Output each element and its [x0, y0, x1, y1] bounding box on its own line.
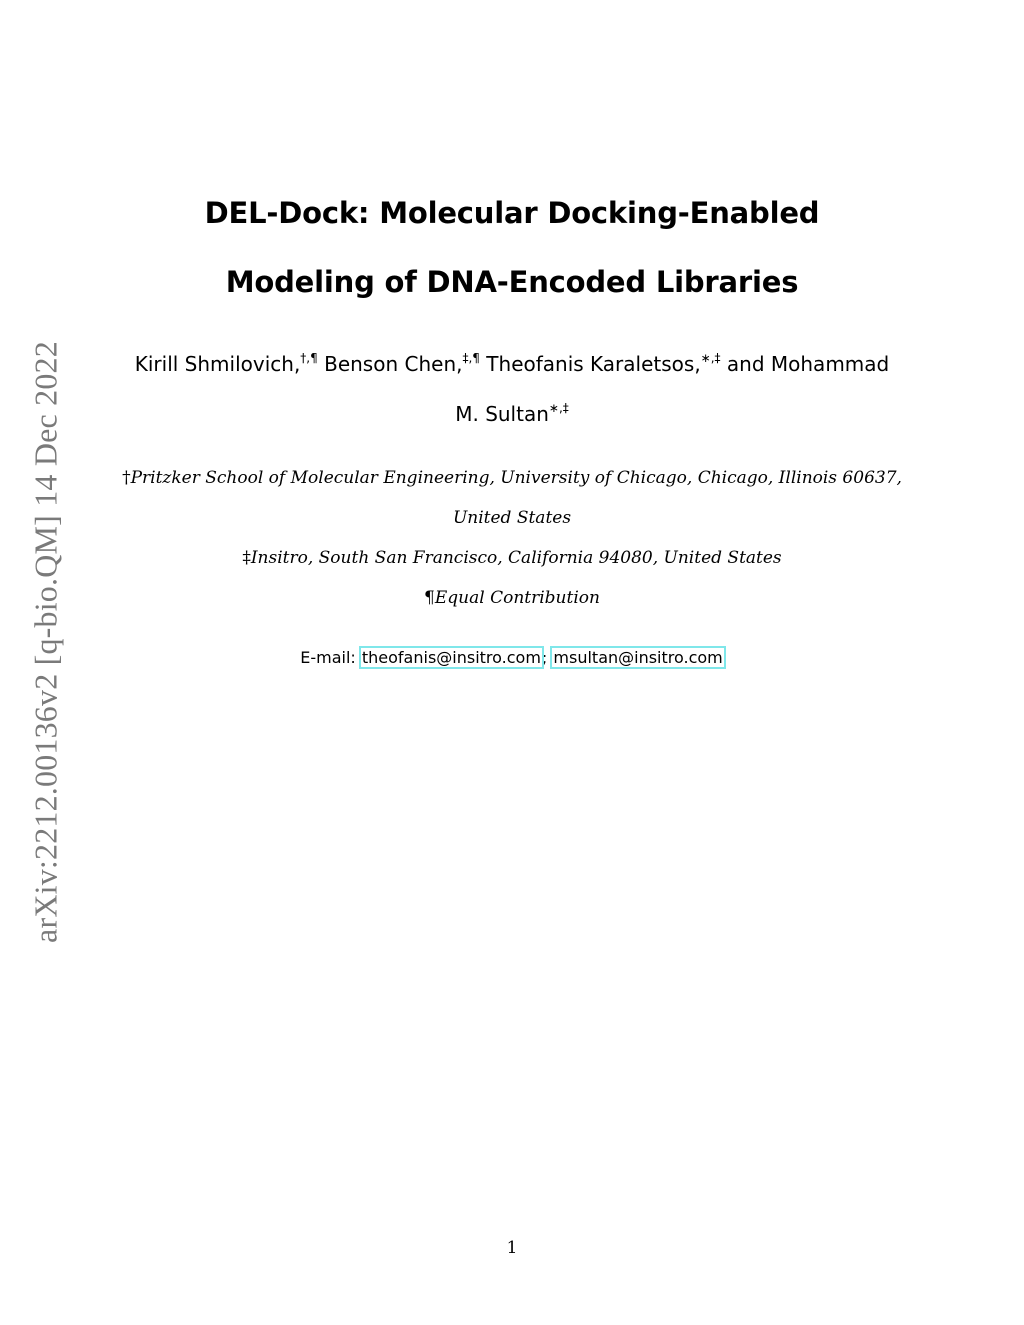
affiliation-chicago: [0, 468, 1024, 488]
paper-title-line-1: DEL-Dock: Molecular Docking-Enabled: [204, 196, 820, 230]
affiliation-insitro-text: Insitro, South San Francisco, California 94080, United States: [250, 548, 782, 568]
paper-title-line-2: Modeling of DNA-Encoded Libraries: [225, 265, 799, 299]
author-list: [0, 352, 1024, 376]
author-shmilovich-marks: †,¶: [300, 351, 318, 365]
author-shmilovich: Kirill Shmilovich,: [134, 352, 301, 376]
author-chen: Benson Chen,: [317, 352, 463, 376]
arxiv-identifier-stamp: arXiv:2212.00136v2 [q-bio.QM] 14 Dec 2022: [27, 341, 64, 943]
author-sultan-first: and Mohammad: [720, 352, 890, 376]
email-label: E-mail:: [300, 648, 361, 667]
equal-contribution-note: [0, 588, 1024, 608]
email-separator: ;: [541, 648, 553, 667]
email-link-karaletsos[interactable]: theofanis@insitro.com: [361, 648, 541, 667]
author-karaletsos-marks: ∗,‡: [700, 351, 721, 365]
author-sultan-marks: ∗,‡: [548, 401, 569, 415]
equal-contribution-text: Equal Contribution: [434, 588, 600, 608]
email-link-sultan[interactable]: msultan@insitro.com: [553, 648, 723, 667]
author-karaletsos: Theofanis Karaletsos,: [479, 352, 701, 376]
pilcrow-mark: ¶: [424, 588, 435, 608]
dagger-mark: †: [122, 468, 131, 488]
page-number: 1: [506, 1238, 518, 1258]
author-sultan-rest: M. Sultan: [455, 402, 549, 426]
affiliation-chicago-country: United States: [452, 508, 572, 528]
author-chen-marks: ‡,¶: [462, 351, 480, 365]
affiliation-insitro: [0, 548, 1024, 568]
contact-email: [0, 648, 1024, 667]
affiliation-chicago-text: Pritzker School of Molecular Engineering, University of Chicago, Chicago, Illinois 60637,: [130, 468, 902, 488]
author-list-continued: [0, 402, 1024, 426]
double-dagger-mark: ‡: [242, 548, 251, 568]
